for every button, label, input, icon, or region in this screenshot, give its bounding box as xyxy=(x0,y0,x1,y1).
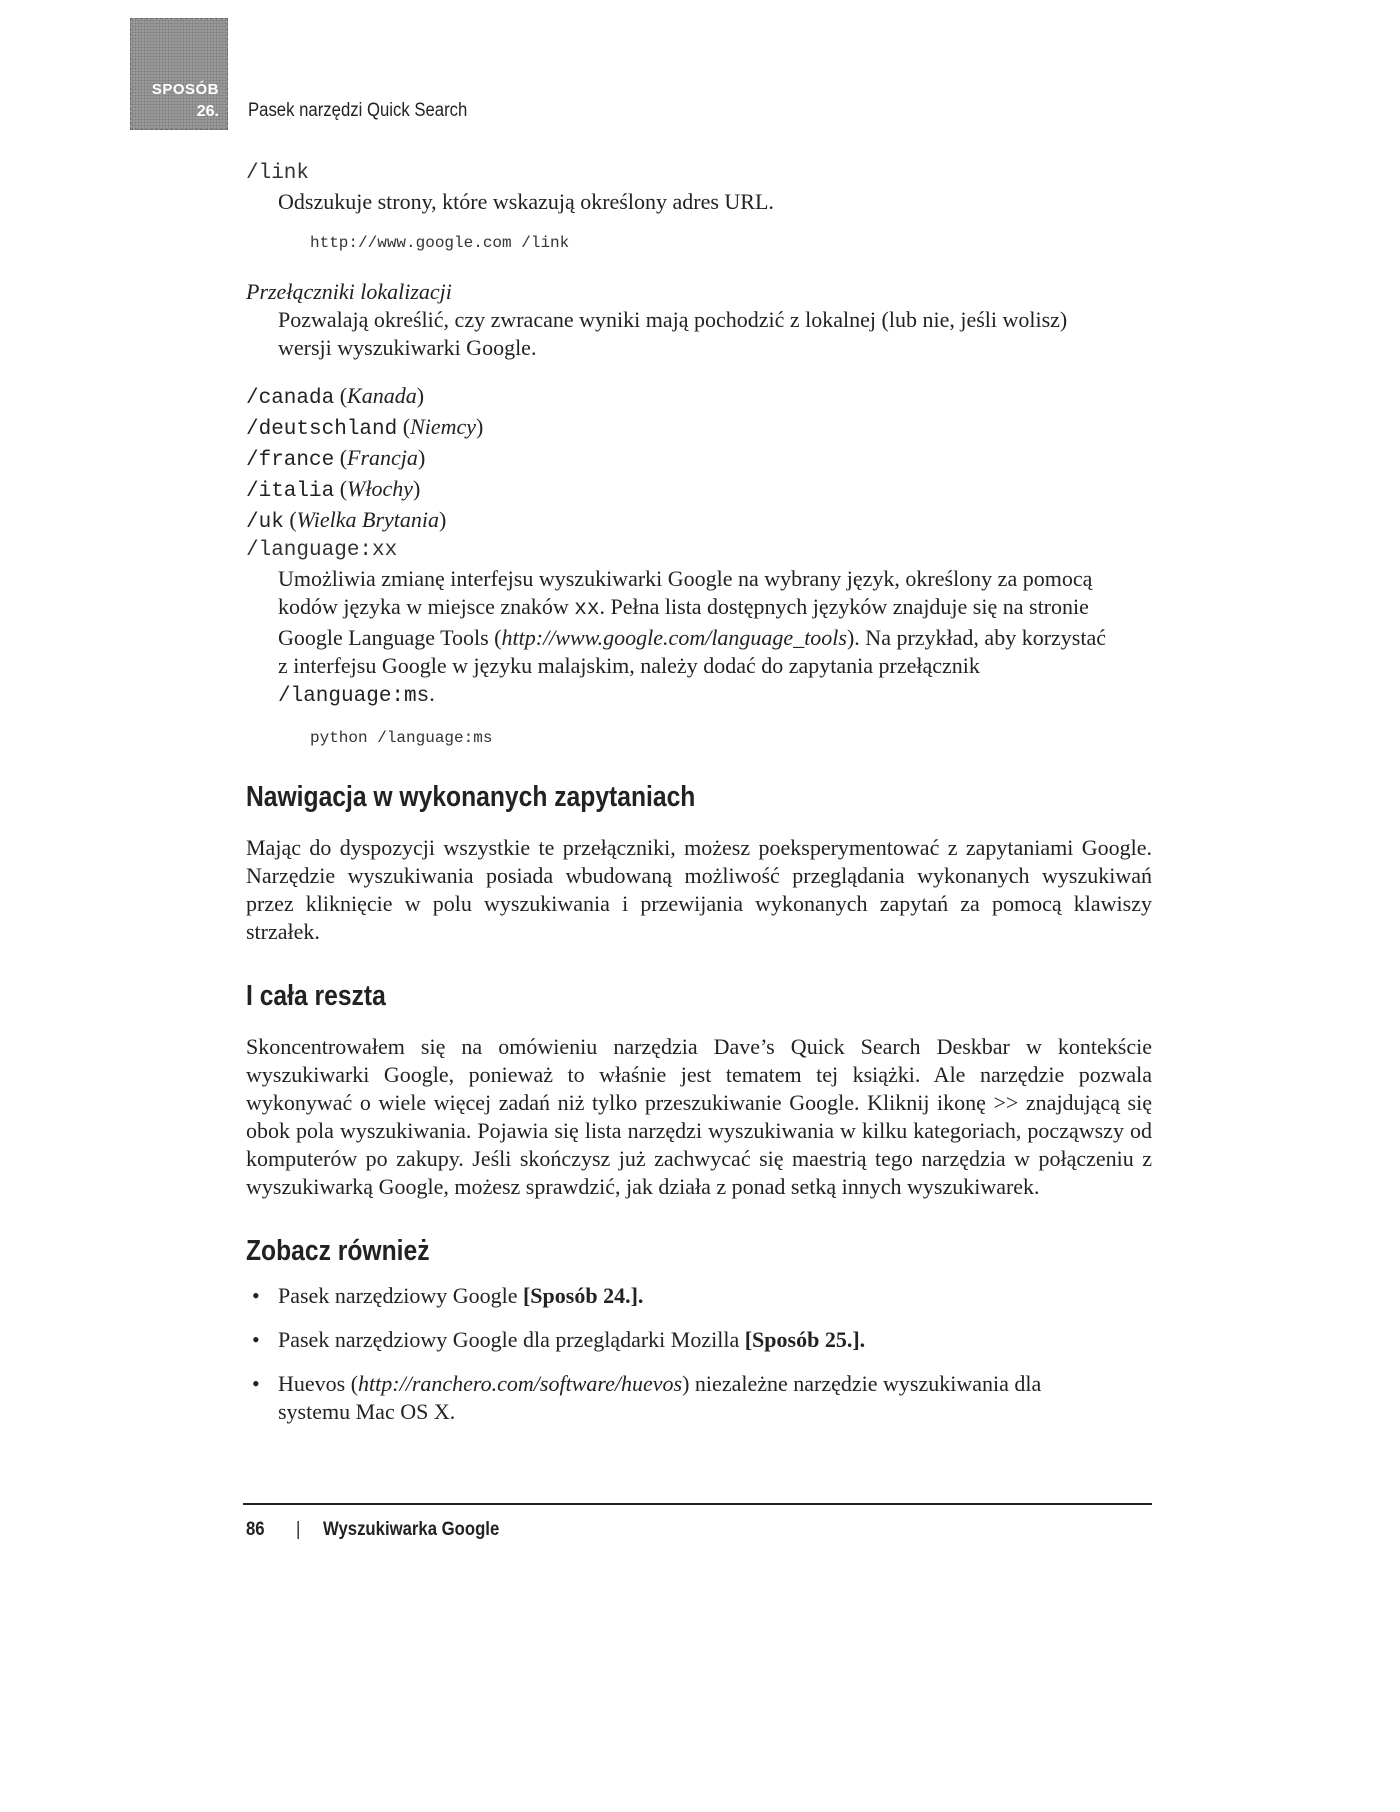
list-item: • Huevos (http://ranchero.com/software/huevos) niezależne narzędzie wyszukiwania dla systemu Mac OS X. xyxy=(252,1371,1042,1424)
section-rest-text: Skoncentrowałem się na omówieniu narzędzia Dave’s Quick Search Deskbar w kontekście wyszukiwarki Google, ponieważ to właśnie jest tematem tej książki. Ale narzędzie pozwala wykonywać o wiele więcej zadań niż tylko przeszukiwanie Google. Kliknij ikonę >> znajdującą się obok pola wyszukiwania. Pojawia się lista narzędzi wyszukiwania w kilku kategoriach, począwszy od komputerów po zakupy. Jeśli skończysz już zachwycać się maestrią tego narzędzia w połączeniu z wyszukiwarką Google, możesz sprawdzić, jak działa z ponad setką innych wyszukiwarek. xyxy=(246,1034,1152,1199)
list-item: • Pasek narzędziowy Google dla przeglądarki Mozilla [Sposób 25.]. xyxy=(252,1327,866,1352)
link-switch-term: /link xyxy=(246,162,310,185)
huevos-url: http://ranchero.com/software/huevos xyxy=(358,1371,683,1396)
bullet-icon: • xyxy=(252,1283,260,1308)
bullet-icon: • xyxy=(252,1371,260,1396)
section-heading-see-also: Zobacz również xyxy=(246,1235,430,1267)
running-title: Pasek narzędzi Quick Search xyxy=(248,100,468,121)
section-heading-rest: I cała reszta xyxy=(246,980,386,1012)
chapter-badge xyxy=(130,18,228,130)
section-heading-navigation: Nawigacja w wykonanych zapytaniach xyxy=(246,781,696,813)
section-navigation-text: Mając do dyspozycji wszystkie te przełączniki, możesz poeksperymentować z zapytaniami Google. Narzędzie wyszukiwania posiada wbudowaną możliwość przeglądania wykonanych wyszukiwań przez kliknięcie w polu wyszukiwania i przewijania wykonanych zapytań za pomocą klawiszy strzałek. xyxy=(246,835,1152,944)
link-switch-description: Odszukuje strony, które wskazują określony adres URL. xyxy=(278,189,774,214)
footer-rule xyxy=(243,1503,1152,1505)
see-also-list xyxy=(246,1282,1152,1426)
locale-switch-list xyxy=(246,382,1152,537)
footer-separator: | xyxy=(296,1519,301,1540)
bullet-icon: • xyxy=(252,1327,260,1352)
list-item: • Pasek narzędziowy Google [Sposób 24.]. xyxy=(252,1283,644,1308)
locale-switch-item: /deutschland (Niemcy) xyxy=(246,414,484,441)
footer-book-title: Wyszukiwarka Google xyxy=(323,1519,500,1540)
language-switch-term: /language:xx xyxy=(246,539,398,562)
language-switch-description: Umożliwia zmianę interfejsu wyszukiwarki Google na wybrany język, określony za pomocą kodów języka w miejsce znaków xx. Pełna lista dostępnych języków znajduje się na stronie Google Language Tools (http://www.google.com/language_tools). Na przykład, aby korzystać z interfejsu Google w języku malajskim, należy dodać do zapytania przełącznik /language:ms. xyxy=(278,566,1106,708)
badge-number: 26. xyxy=(196,103,219,120)
link-switch-example: http://www.google.com /link xyxy=(310,234,570,252)
locale-switches-heading: Przełączniki lokalizacji xyxy=(246,279,452,304)
language-tools-url: http://www.google.com/language_tools xyxy=(501,625,847,650)
badge-label: SPOSÓB xyxy=(151,81,219,98)
locale-switch-item: /italia (Włochy) xyxy=(246,476,421,503)
page-number: 86 xyxy=(246,1519,265,1540)
locale-switch-item: /canada (Kanada) xyxy=(246,383,425,410)
locale-switches-description: Pozwalają określić, czy zwracane wyniki mają pochodzić z lokalnej (lub nie, jeśli wolisz) wersji wyszukiwarki Google. xyxy=(278,307,1068,360)
locale-switch-item: /uk (Wielka Brytania) xyxy=(246,507,447,534)
page-content xyxy=(246,160,1152,1442)
locale-switch-item: /france (Francja) xyxy=(246,445,426,472)
language-switch-example: python /language:ms xyxy=(310,729,493,747)
